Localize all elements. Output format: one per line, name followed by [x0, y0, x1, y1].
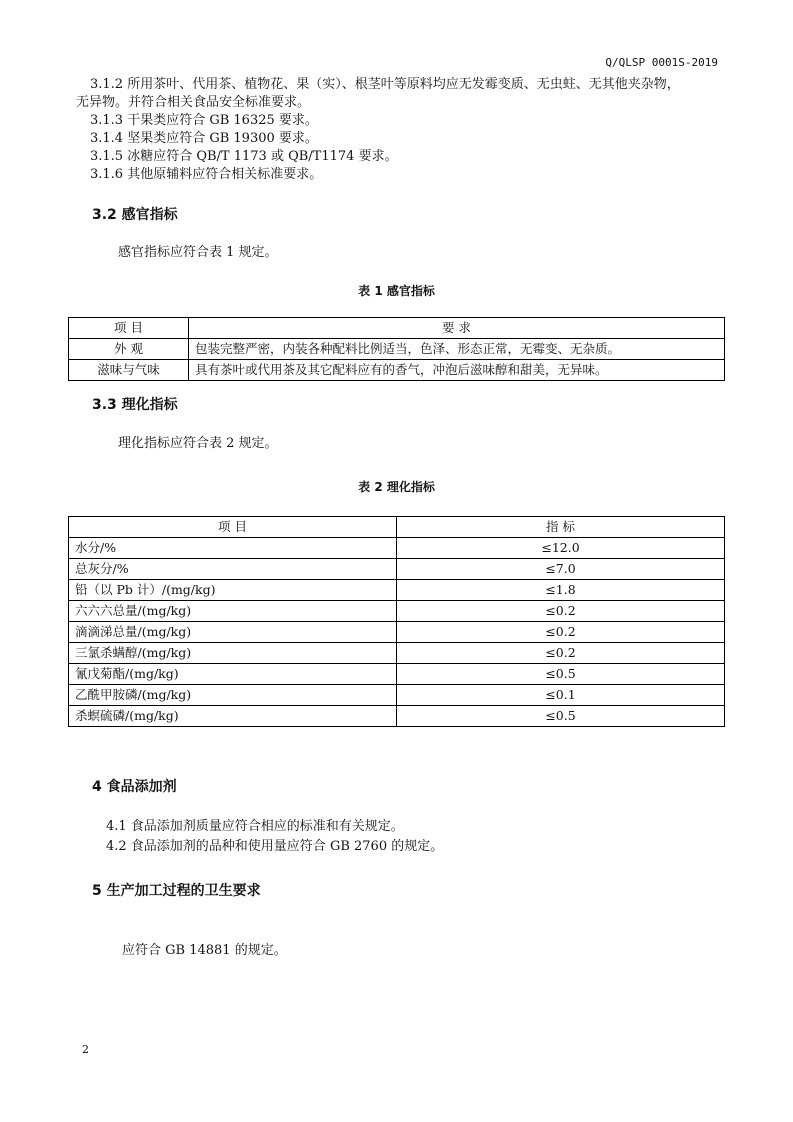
item-cell: 水分/% — [69, 538, 397, 559]
table-row — [69, 339, 725, 360]
header-cell: 要 求 — [189, 318, 725, 339]
requirement-cell: 包装完整严密，内装各种配料比例适当，色泽、形态正常，无霉变、无杂质。 — [189, 339, 725, 360]
requirement-cell: 具有茶叶或代用茶及其它配料应有的香气，冲泡后滋味醇和甜美，无异味。 — [189, 360, 725, 381]
item-cell: 铅（以 Pb 计）/(mg/kg) — [69, 580, 397, 601]
value-cell: ≤12.0 — [397, 538, 725, 559]
item-cell: 乙酰甲胺磷/(mg/kg) — [69, 685, 397, 706]
section-4-heading: 4 食品添加剂 — [92, 779, 177, 795]
table-row — [69, 706, 725, 727]
table-row — [69, 580, 725, 601]
section-3-3-text: 理化指标应符合表 2 规定。 — [118, 436, 278, 451]
table1-caption: 表 1 感官指标 — [358, 284, 435, 298]
item-cell: 总灰分/% — [69, 559, 397, 580]
section-5-heading: 5 生产加工过程的卫生要求 — [92, 883, 261, 899]
header-cell: 项 目 — [69, 517, 397, 538]
value-cell: ≤0.1 — [397, 685, 725, 706]
value-cell: ≤1.8 — [397, 580, 725, 601]
page-number: 2 — [82, 1043, 89, 1056]
value-cell: ≤7.0 — [397, 559, 725, 580]
table-row — [69, 601, 725, 622]
clause-3-1-5: 3.1.5 冰糖应符合 QB/T 1173 或 QB/T1174 要求。 — [90, 149, 398, 164]
table-header-row — [69, 517, 725, 538]
section-3-2-text: 感官指标应符合表 1 规定。 — [118, 245, 278, 260]
table2-caption: 表 2 理化指标 — [358, 480, 435, 494]
item-cell: 六六六总量/(mg/kg) — [69, 601, 397, 622]
item-cell: 三氯杀螨醇/(mg/kg) — [69, 643, 397, 664]
table-row — [69, 643, 725, 664]
value-cell: ≤0.2 — [397, 601, 725, 622]
table-row — [69, 360, 725, 381]
table-header-row — [69, 318, 725, 339]
sensory-table — [68, 317, 725, 381]
table-row — [69, 664, 725, 685]
value-cell: ≤0.5 — [397, 664, 725, 685]
table-row — [69, 559, 725, 580]
item-cell: 杀螟硫磷/(mg/kg) — [69, 706, 397, 727]
item-cell: 外 观 — [69, 339, 189, 360]
table-row — [69, 622, 725, 643]
clause-3-1-4: 3.1.4 坚果类应符合 GB 19300 要求。 — [90, 131, 318, 146]
section-3-2-heading: 3.2 感官指标 — [92, 207, 178, 223]
physicochemical-table — [68, 516, 725, 727]
item-cell: 氰戊菊酯/(mg/kg) — [69, 664, 397, 685]
section-5-text: 应符合 GB 14881 的规定。 — [122, 943, 287, 958]
item-cell: 滴滴涕总量/(mg/kg) — [69, 622, 397, 643]
value-cell: ≤0.2 — [397, 622, 725, 643]
clause-3-1-2-line1: 3.1.2 所用茶叶、代用茶、植物花、果（实）、根茎叶等原料均应无发霉变质、无虫蛀、无其他夹杂物， — [90, 77, 680, 92]
clause-3-1-2-line2: 无异物。并符合相关食品安全标准要求。 — [76, 95, 311, 110]
header-cell: 项 目 — [69, 318, 189, 339]
header-cell: 指 标 — [397, 517, 725, 538]
value-cell: ≤0.2 — [397, 643, 725, 664]
clause-4-1: 4.1 食品添加剂质量应符合相应的标准和有关规定。 — [106, 819, 404, 834]
clause-3-1-6: 3.1.6 其他原辅料应符合相关标准要求。 — [90, 167, 323, 182]
table-row — [69, 538, 725, 559]
document-id: Q/QLSP 0001S-2019 — [605, 56, 718, 69]
clause-3-1-3: 3.1.3 干果类应符合 GB 16325 要求。 — [90, 113, 318, 128]
clause-4-2: 4.2 食品添加剂的品种和使用量应符合 GB 2760 的规定。 — [106, 839, 444, 854]
value-cell: ≤0.5 — [397, 706, 725, 727]
item-cell: 滋味与气味 — [69, 360, 189, 381]
section-3-3-heading: 3.3 理化指标 — [92, 397, 178, 413]
table-row — [69, 685, 725, 706]
